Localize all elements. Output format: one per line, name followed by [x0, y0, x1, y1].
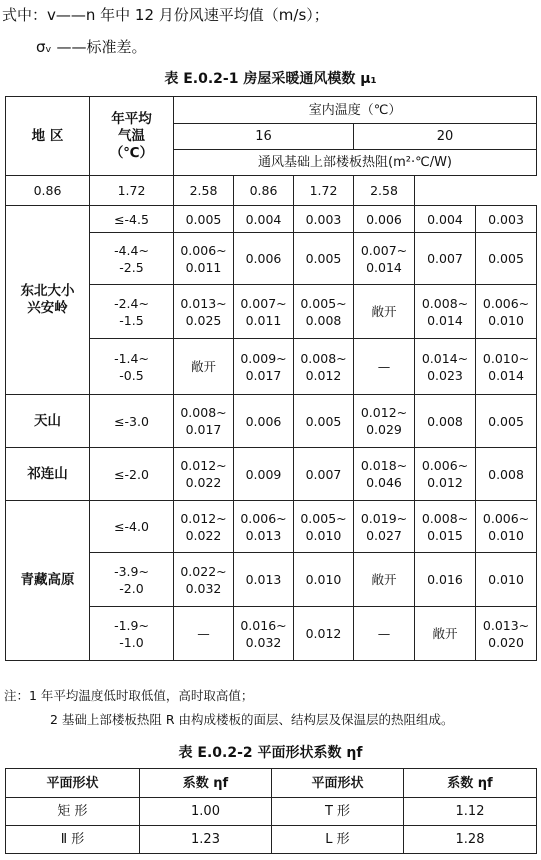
modulus-cell	[354, 553, 415, 607]
modulus-cell	[354, 448, 415, 501]
modulus-cell	[174, 448, 234, 501]
cell-line: -2.5	[119, 259, 144, 275]
t2-header-coef: 系数 ηf	[404, 769, 537, 798]
header-indoor-16: 16	[174, 124, 354, 150]
annual-temp-cell	[90, 285, 174, 339]
modulus-cell	[294, 607, 354, 661]
cell-line: 0.010~	[482, 350, 530, 366]
cell-line: 敞开	[371, 304, 397, 319]
cell-line: 0.012	[427, 475, 463, 490]
cell-line: 0.012~	[180, 510, 227, 526]
cell-line: 0.010	[488, 312, 524, 328]
table-row	[6, 448, 537, 501]
cell-line: -1.9~	[114, 617, 149, 633]
annual-temp-cell	[90, 339, 174, 395]
cell-line: 0.013	[245, 527, 282, 543]
cell-line: 0.032	[185, 580, 222, 596]
modulus-cell	[294, 233, 354, 285]
annual-temp-cell	[90, 233, 174, 285]
cell-line: 0.005~	[300, 295, 347, 311]
cell-line: 0.006	[245, 413, 282, 429]
header-resistance-value: 0.86	[234, 176, 294, 206]
t2-cell: T 形	[272, 798, 404, 826]
table-row	[6, 501, 537, 553]
modulus-cell	[174, 285, 234, 339]
cell-line: 0.011	[245, 312, 282, 328]
note-1: 注：1 年平均温度低时取低值，高时取高值；	[4, 688, 254, 703]
modulus-cell	[234, 395, 294, 448]
cell-line: 0.029	[366, 422, 402, 437]
modulus-cell	[415, 206, 476, 233]
cell-line: 0.008~	[421, 510, 469, 526]
cell-line: 0.007	[427, 251, 463, 266]
cell-line: 0.006~	[482, 510, 530, 526]
cell-line: 0.008~	[300, 350, 347, 366]
cell-line: 敞开	[190, 359, 216, 374]
header-annual-temp-line: 气温	[118, 127, 145, 144]
t2-cell: 矩 形	[6, 798, 140, 826]
cell-line: 0.008	[427, 413, 463, 429]
modulus-cell	[174, 501, 234, 553]
cell-line: 0.022~	[180, 563, 227, 579]
cell-line: 0.013	[245, 572, 282, 587]
modulus-cell	[294, 206, 354, 233]
annual-temp-cell	[90, 206, 174, 233]
modulus-cell	[476, 607, 537, 661]
modulus-cell	[294, 501, 354, 553]
header-annual-temp-line: （℃）	[109, 144, 154, 161]
cell-line: -1.0	[119, 634, 144, 650]
cell-line: -0.5	[119, 367, 144, 383]
cell-line: 0.013~	[180, 295, 227, 311]
cell-line: 0.009	[245, 466, 282, 482]
modulus-cell	[174, 339, 234, 395]
cell-line: 0.008~	[421, 295, 469, 311]
cell-line: 0.012	[305, 626, 342, 641]
cell-line: 0.023	[427, 367, 463, 383]
cell-line: 0.008	[305, 312, 342, 328]
modulus-cell	[354, 339, 415, 395]
cell-line: -3.9~	[114, 563, 149, 579]
cell-line: —	[377, 359, 391, 374]
modulus-cell	[234, 339, 294, 395]
cell-line: 0.006	[366, 211, 402, 227]
cell-line: 0.006~	[240, 510, 287, 526]
cell-line: 0.014	[366, 259, 402, 275]
modulus-cell	[174, 607, 234, 661]
table2-caption: 表 E.0.2-2 平面形状系数 ηf	[178, 745, 363, 761]
modulus-cell	[294, 448, 354, 501]
cell-line: 0.032	[245, 634, 282, 650]
modulus-cell	[294, 285, 354, 339]
cell-line: 0.007	[305, 466, 342, 482]
annual-temp-cell	[90, 607, 174, 661]
cell-line: 0.005	[488, 251, 524, 266]
cell-line: 0.008	[488, 466, 524, 482]
modulus-cell	[234, 607, 294, 661]
cell-line: 0.010	[305, 527, 342, 543]
modulus-cell	[354, 233, 415, 285]
cell-line: -1.4~	[114, 350, 149, 366]
cell-line: 东北大小	[20, 283, 75, 299]
cell-line: 兴安岭	[27, 300, 68, 316]
cell-line: ≤-2.0	[114, 466, 149, 482]
cell-line: 0.006~	[482, 295, 530, 311]
modulus-cell	[294, 395, 354, 448]
modulus-cell	[234, 448, 294, 501]
region-cell	[6, 448, 90, 501]
modulus-cell	[415, 233, 476, 285]
annual-temp-cell	[90, 553, 174, 607]
table-row	[6, 206, 537, 233]
header-floor-resistance: 通风基础上部楼板热阻(m²·℃/W)	[174, 150, 537, 176]
cell-line: —	[377, 626, 391, 641]
annual-temp-cell	[90, 501, 174, 553]
cell-line: 0.005	[488, 413, 524, 429]
modulus-cell	[415, 285, 476, 339]
cell-line: 0.010	[488, 527, 524, 543]
t2-cell: 1.12	[404, 798, 537, 826]
modulus-cell	[174, 206, 234, 233]
cell-line: 0.006~	[421, 458, 469, 473]
header-annual-temp	[90, 97, 174, 176]
annual-temp-cell	[90, 448, 174, 501]
t2-header-shape: 平面形状	[6, 769, 140, 798]
header-indoor-temp: 室内温度（℃）	[174, 97, 537, 124]
cell-line: 0.017	[245, 367, 282, 383]
cell-line: 0.022	[185, 475, 222, 490]
cell-line: 0.009~	[240, 350, 287, 366]
cell-line: -2.4~	[114, 295, 149, 311]
table-row	[6, 395, 537, 448]
cell-line: 0.007~	[360, 242, 408, 258]
cell-line: 青藏高原	[20, 572, 75, 588]
region-cell	[6, 395, 90, 448]
modulus-cell	[354, 607, 415, 661]
cell-line: 0.003	[488, 211, 524, 227]
cell-line: 敞开	[432, 626, 458, 641]
header-resistance-value: 2.58	[354, 176, 415, 206]
modulus-cell	[415, 553, 476, 607]
modulus-cell	[354, 285, 415, 339]
table1-caption: 表 E.0.2-1 房屋采暖通风模数 μ₁	[164, 71, 377, 87]
annual-temp-cell	[90, 395, 174, 448]
modulus-cell	[354, 206, 415, 233]
cell-line: 0.012	[305, 367, 342, 383]
modulus-cell	[294, 553, 354, 607]
cell-line: 天山	[34, 412, 61, 429]
cell-line: 0.004	[427, 211, 463, 227]
modulus-cell	[476, 448, 537, 501]
modulus-cell	[234, 206, 294, 233]
modulus-cell	[415, 607, 476, 661]
cell-line: 0.005	[185, 211, 222, 227]
header-resistance-value: 0.86	[6, 176, 90, 206]
t2-cell: L 形	[272, 826, 404, 854]
cell-line: 祁连山	[27, 465, 68, 482]
cell-line: 0.014	[488, 367, 524, 383]
modulus-cell	[354, 395, 415, 448]
modulus-cell	[476, 233, 537, 285]
cell-line: 0.025	[185, 312, 222, 328]
header-resistance-value: 2.58	[174, 176, 234, 206]
cell-line: 0.019~	[360, 510, 408, 526]
modulus-cell	[415, 448, 476, 501]
cell-line: -4.4~	[114, 242, 149, 258]
t2-cell: 1.28	[404, 826, 537, 854]
modulus-cell	[476, 395, 537, 448]
region-cell	[6, 206, 90, 395]
formula-line-2: σᵥ ——标准差。	[36, 38, 147, 56]
cell-line: 0.010	[305, 572, 342, 587]
cell-line: 0.011	[185, 259, 222, 275]
note-2: 2 基础上部楼板热阻 R 由构成楼板的面层、结构层及保温层的热阻组成。	[50, 712, 454, 727]
cell-line: 0.018~	[360, 458, 408, 473]
cell-line: 敞开	[371, 572, 397, 587]
cell-line: 0.046	[366, 475, 402, 490]
t2-cell: Ⅱ 形	[6, 826, 140, 854]
modulus-cell	[415, 339, 476, 395]
ventilation-modulus-table	[5, 96, 537, 661]
cell-line: 0.005~	[300, 510, 347, 526]
header-region: 地 区	[6, 97, 90, 176]
cell-line: 0.006	[245, 251, 282, 266]
t2-header-shape: 平面形状	[272, 769, 404, 798]
cell-line: 0.027	[366, 527, 402, 543]
header-resistance-value: 1.72	[90, 176, 174, 206]
header-annual-temp-line: 年平均	[111, 110, 152, 127]
modulus-cell	[234, 285, 294, 339]
cell-line: 0.005	[305, 251, 342, 266]
cell-line: 0.007~	[240, 295, 287, 311]
modulus-cell	[476, 206, 537, 233]
modulus-cell	[415, 501, 476, 553]
cell-line: 0.020	[488, 634, 524, 650]
t2-header-coef: 系数 ηf	[140, 769, 272, 798]
modulus-cell	[234, 501, 294, 553]
modulus-cell	[174, 395, 234, 448]
t2-cell: 1.23	[140, 826, 272, 854]
cell-line: —	[197, 626, 210, 641]
t2-cell: 1.00	[140, 798, 272, 826]
cell-line: ≤-4.0	[114, 519, 149, 534]
formula-line-1: 式中：v——n 年中 12 月份风速平均值（m/s）；	[2, 6, 329, 24]
cell-line: 0.016~	[240, 617, 287, 633]
cell-line: -1.5	[119, 312, 144, 328]
modulus-cell	[415, 395, 476, 448]
cell-line: 0.010	[488, 572, 524, 587]
cell-line: 0.004	[245, 211, 282, 227]
header-resistance-value: 1.72	[294, 176, 354, 206]
cell-line: ≤-3.0	[114, 413, 149, 429]
cell-line: 0.013~	[482, 617, 530, 633]
cell-line: 0.003	[305, 211, 342, 227]
cell-line: -2.0	[119, 580, 144, 596]
region-cell	[6, 501, 90, 661]
cell-line: 0.008~	[180, 405, 227, 420]
modulus-cell	[174, 553, 234, 607]
modulus-cell	[476, 285, 537, 339]
modulus-cell	[234, 233, 294, 285]
cell-line: 0.015	[427, 527, 463, 543]
cell-line: 0.005	[305, 413, 342, 429]
modulus-cell	[476, 339, 537, 395]
modulus-cell	[476, 501, 537, 553]
modulus-cell	[294, 339, 354, 395]
cell-line: 0.017	[185, 422, 222, 437]
modulus-cell	[354, 501, 415, 553]
modulus-cell	[476, 553, 537, 607]
plan-shape-coefficient-table	[5, 768, 537, 854]
header-indoor-20: 20	[354, 124, 537, 150]
cell-line: ≤-4.5	[114, 211, 149, 227]
cell-line: 0.022	[185, 527, 222, 543]
cell-line: 0.012~	[360, 405, 408, 420]
cell-line: 0.014~	[421, 350, 469, 366]
modulus-cell	[234, 553, 294, 607]
cell-line: 0.006~	[180, 242, 227, 258]
cell-line: 0.012~	[180, 458, 227, 473]
modulus-cell	[174, 233, 234, 285]
cell-line: 0.014	[427, 312, 463, 328]
cell-line: 0.016	[427, 572, 463, 587]
